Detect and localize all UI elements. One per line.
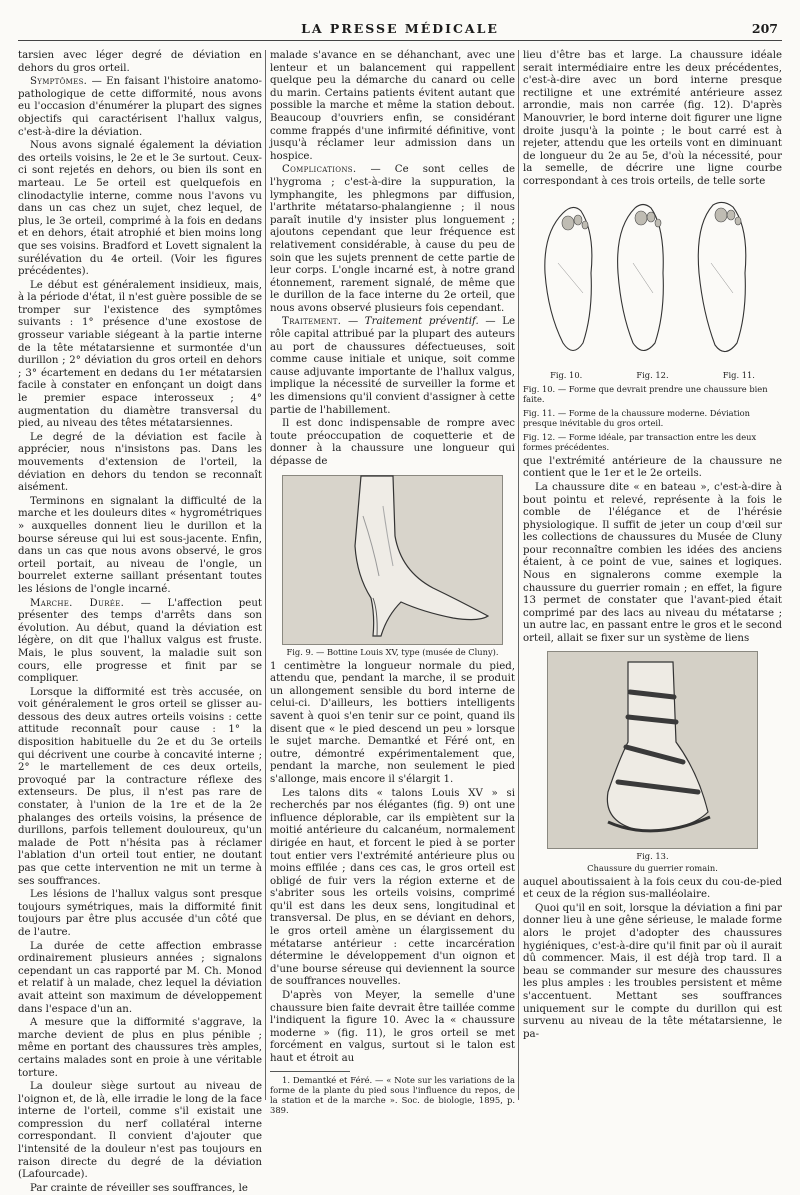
- figure-9: [282, 475, 503, 657]
- section-heading: Marche. Durée.: [30, 597, 125, 609]
- paragraph: Nous avons signalé également la déviation des orteils voisins, le 2e et le 3e surtout. Ceux-ci sont rejetés en dehors, ou bien ils sont en marteau. Le 5e orteil est quelquefois en clinodactylie interne, comme nous l'avons vu dans un cas chez un sujet, chez lequel, de plus, le 3e orteil, comprimé à la fois en dedans et en dehors, était atrophié et bien moins long que ses voisins. Bradford et Lovett signalent la surélévation du 4e orteil. (Voir les figures précédentes).: [18, 140, 262, 278]
- paragraph: Les lésions de l'hallux valgus sont presque toujours symétriques, mais la difformité finit toujours par être plus accusée d'un côté que de l'autre.: [18, 889, 262, 938]
- figure-13-caption: Chaussure du guerrier romain.: [587, 862, 718, 873]
- paragraph-complications: [270, 164, 515, 315]
- section-heading: Complications.: [282, 164, 357, 176]
- paragraph: Quoi qu'il en soit, lorsque la déviation a fini par donner lieu à une gêne sérieuse, le malade forme alors le projet d'adopter des chaussures hygiéniques, c'est-à-dire qu'il finit par où il aurait dû commencer. Mais, il est déjà trop tard. Il a beau se commander sur mesure des chaussures les plus amples : les troubles persistent et même s'accentuent. Mettant ses souffrances uniquement sur le compte du durillon qui est survenu au niveau de la tête métatarsienne, le pa-: [523, 902, 782, 1040]
- figure-12-caption: Fig. 12. — Forme idéale, par transaction entre les deux formes précédentes.: [523, 431, 757, 452]
- paragraph: Il est donc indispensable de rompre avec toute préoccupation de coquetterie et de donner à la chaussure une longueur qui dépasse de: [270, 418, 515, 467]
- fig11-label: Fig. 11.: [722, 370, 755, 381]
- column-rule-2: [518, 50, 519, 1100]
- paragraph: malade s'avance en se déhanchant, avec une lenteur et un balancement qui rappellent quelque peu la démarche du canard ou celle du marin. Certains patients évitent autant que possible la marche et même la station debout. Beaucoup d'ouvriers enfin, se considérant comme frappés d'une infirmité définitive, vont jusqu'à réclamer leur admission dans un hospice.: [270, 50, 515, 162]
- paragraph: Le degré de la déviation est facile à apprécier, nous n'insistons pas. Dans les mouvements d'extension de l'orteil, la déviation en dehors du tendon se reconnaît aisément.: [18, 431, 262, 494]
- sole-outlines-drawing: [523, 193, 782, 363]
- figures-10-12: [523, 193, 782, 452]
- section-heading: Traitement.: [282, 316, 342, 328]
- figure-9-caption: Fig. 9. — Bottine Louis XV, type (musée de Cluny).: [286, 646, 499, 657]
- paragraph: auquel aboutissaient à la fois ceux du cou-de-pied et ceux de la région sus-malléolaire.: [523, 876, 782, 901]
- figure-13-label: Fig. 13.: [636, 850, 669, 861]
- boot-illustration: [282, 475, 503, 645]
- figure-13: [547, 651, 758, 873]
- figure-11-caption: Fig. 11. — Forme de la chaussure moderne. Déviation presque inévitable du gros orteil.: [523, 407, 750, 428]
- paragraph: tarsien avec léger degré de déviation en dehors du gros orteil.: [18, 50, 262, 74]
- paragraph-symptomes: [18, 76, 262, 139]
- roman-sandal-illustration: [547, 651, 758, 849]
- fig12-label: Fig. 12.: [636, 370, 669, 381]
- paragraph-text: — Ce sont celles de l'hygroma ; c'est-à-dire la suppuration, la lymphangite, les phlegmons par diffusion, l'arthrite métatarso-phalangienne ; il nous paraît inutile d'y insister plus longuement ; ajoutons cependant que leur fréquence est relativement considérable, à cause du peu de soin que les sujets prennent de cette partie de leur corps. L'ongle incarné est, à notre grand étonnement, rarement signalé, de même que le durillon de la face interne du 2e orteil, que nous avons observé plusieurs fois cependant.: [270, 164, 515, 314]
- roman-sandal-drawing: [548, 652, 757, 848]
- column-2: [270, 50, 515, 1116]
- paragraph: La chaussure dite « en bateau », c'est-à-dire à bout pointu et relevé, représente à la fois le comble de l'élégance et de l'hérésie physiologique. Il suffit de jeter un coup d'œil sur les collections de chaussures du Musée de Cluny pour reconnaître combien les idées des anciens étaient, à ce point de vue, saines et logiques. Nous en signalerons comme exemple la chaussure du guerrier romain ; en effet, la figure 13 permet de constater que l'avant-pied était comprimé par des lacs au niveau du métatarse ; un autre lac, en passant entre le gros et le second orteil, allait se fixer sur un système de liens: [523, 481, 782, 645]
- page-header: [18, 18, 782, 41]
- footnote-rule: [270, 1071, 350, 1072]
- louis-xv-boot-drawing: [283, 476, 502, 644]
- paragraph: Par crainte de réveiller ses souffrances, le: [30, 1182, 248, 1194]
- footnote: 1. Demantké et Féré. — « Note sur les variations de la forme de la plante du pied sous l'influence du repos, de la station et de la marche ». Soc. de biologie, 1895, p. 389.: [270, 1074, 515, 1116]
- page-number: 207: [751, 21, 778, 36]
- column-rule-1: [265, 50, 266, 1100]
- paragraph: Lorsque la difformité est très accusée, on voit généralement le gros orteil se glisser au-dessous des deux autres orteils voisins : cette attitude reconnaît pour cause : 1° la disposition habituelle du 2e et du 3e orteils qui décrivent une courbe à concavité interne ; 2° le martellement de ces deux orteils, provoqué par la contracture réflexe des extenseurs. De plus, il n'est pas rare de constater, à l'union de la 1re et de la 2e phalanges des orteils voisins, la présence de durillons, parfois tellement douloureux, qu'un malade de Pott n'hésita pas à réclamer l'ablation d'un orteil tout entier, ne doutant pas que cette intervention ne mit un terme à ses souffrances.: [18, 686, 262, 887]
- paragraph: D'après von Meyer, la semelle d'une chaussure bien faite devrait être taillée comme l'indiquent la figure 10. Avec la « chaussure moderne » (fig. 11), le gros orteil se met forcément en valgus, surtout si le talon est haut et étroit au: [270, 990, 515, 1064]
- journal-title: LA PRESSE MÉDICALE: [301, 21, 499, 36]
- paragraph: La durée de cette affection embrasse ordinairement plusieurs années ; signalons cependant un cas rapporté par M. Ch. Monod et relatif à un malade, chez lequel la déviation avait atteint son maximum de développement dans l'espace d'un an.: [18, 940, 262, 1015]
- fig10-label: Fig. 10.: [550, 370, 583, 381]
- paragraph: 1 centimètre la longueur normale du pied, attendu que, pendant la marche, il se produit un allongement sensible du bord interne de celui-ci. D'ailleurs, les bottiers intelligents savent à quoi s'en tenir sur ce point, quand ils disent que « le pied descend un peu » lorsque le sujet marche. Demantké et Féré ont, en outre, démontré expérimentalement que, pendant la marche, non seulement le pied s'allonge, mais encore il s'élargit 1.: [270, 660, 515, 785]
- paragraph-marche: [18, 598, 262, 686]
- figure-10-caption: Fig. 10. — Forme que devrait prendre une chaussure bien faite.: [523, 383, 768, 404]
- paragraph-text: — Le rôle capital attribué par la plupart des auteurs au port de chaussures défectueuses, soit comme cause initiale et unique, soit comme cause adjuvante importante de l'hallux valgus, implique la nécessité de surveiller la forme et les dimensions qu'il convient d'assigner à cette partie de l'habillement.: [270, 316, 515, 416]
- paragraph: La douleur siège surtout au niveau de l'oignon et, de là, elle irradie le long de la face interne de l'orteil, comme s'il existait une compression du nerf collatéral interne correspondant. Il convient d'ajouter que l'intensité de la douleur n'est pas toujours en raison directe du degré de la déviation (Lafourcade).: [18, 1081, 262, 1181]
- figure-labels: [523, 369, 782, 382]
- paragraph-text: — En faisant l'histoire anatomo-pathologique de cette difformité, nous avons eu l'occasion d'énumérer la plupart des signes objectifs qui caractérisent l'hallux valgus, c'est-à-dire la déviation.: [18, 76, 262, 138]
- paragraph-traitement: [270, 316, 515, 417]
- paragraph: Le début est généralement insidieux, mais, à la période d'état, il n'est guère possible de se tromper sur l'existence des symptômes suivants : 1° présence d'une exostose de grosseur variable siégeant à la partie interne de la tête métatarsienne et surmontée d'un durillon ; 2° déviation du gros orteil en dehors ; 3° écartement en dedans du 1er métatarsien facile à constater en enfonçant un doigt dans le premier espace interosseux ; 4° augmentation du diamètre transversal du pied, au niveau des têtes métatarsiennes.: [18, 279, 262, 430]
- section-heading: Symptômes.: [30, 76, 88, 88]
- paragraph: A mesure que la difformité s'aggrave, la marche devient de plus en plus pénible ; même en portant des chaussures très amples, certains malades sont en proie à une véritable torture.: [18, 1017, 262, 1079]
- subsection-heading: — Traitement préventif.: [341, 316, 479, 328]
- paragraph: Les talons dits « talons Louis XV » si recherchés par nos élégantes (fig. 9) ont une influence déplorable, car ils empiètent sur la moitié antérieure du calcanéum, normalement dirigée en haut, et forcent le pied à se porter tout entier vers l'extrémité antérieure plus ou moins effilée ; dans ces cas, le gros orteil est obligé de fuir vers la région externe et de s'abriter sous les orteils voisins, comprimé qu'il est dans les deux sens, longitudinal et transversal. De plus, en se déviant en dehors, le gros orteil amène un élargissement du métatarse antérieur : cette incarcération détermine le développement d'un oignon et d'une bourse séreuse qui deviennent la source de souffrances nouvelles.: [270, 787, 515, 988]
- paragraph: que l'extrémité antérieure de la chaussure ne contient que le 1er et le 2e orteils.: [523, 455, 782, 480]
- paragraph: lieu d'être bas et large. La chaussure idéale serait intermédiaire entre les deux précédentes, c'est-à-dire avec un bord interne presque rectiligne et une extrémité antérieure assez arrondie, mais non carrée (fig. 12). D'après Manouvrier, le bord interne doit figurer une ligne droite jusqu'à la pointe ; le bout carré est à rejeter, attendu que les orteils vont en diminuant de longueur du 2e au 5e, d'où la nécessité, pour la semelle, de décrire une ligne courbe correspondant à ces trois orteils, de telle sorte: [523, 50, 782, 187]
- paragraph-text: — L'affection peut présenter des temps d'arrêts dans son évolution. Au début, quand la déviation est légère, on dit que l'hallux valgus est fruste. Mais, le plus souvent, la maladie suit son cours, elle progresse et finit par se compliquer.: [18, 597, 262, 685]
- column-3: [523, 50, 782, 1110]
- paragraph: Terminons en signalant la difficulté de la marche et les douleurs dites « hygrométriques » auxquelles donnent lieu le durillon et la bourse séreuse qui lui est sous-jacente. Enfin, dans un cas que nous avons observé, le gros orteil portait, au niveau de l'ongle, un bourrelet externe saillant présentant toutes les lésions de l'ongle incarné.: [18, 495, 262, 595]
- column-1: [18, 50, 262, 1194]
